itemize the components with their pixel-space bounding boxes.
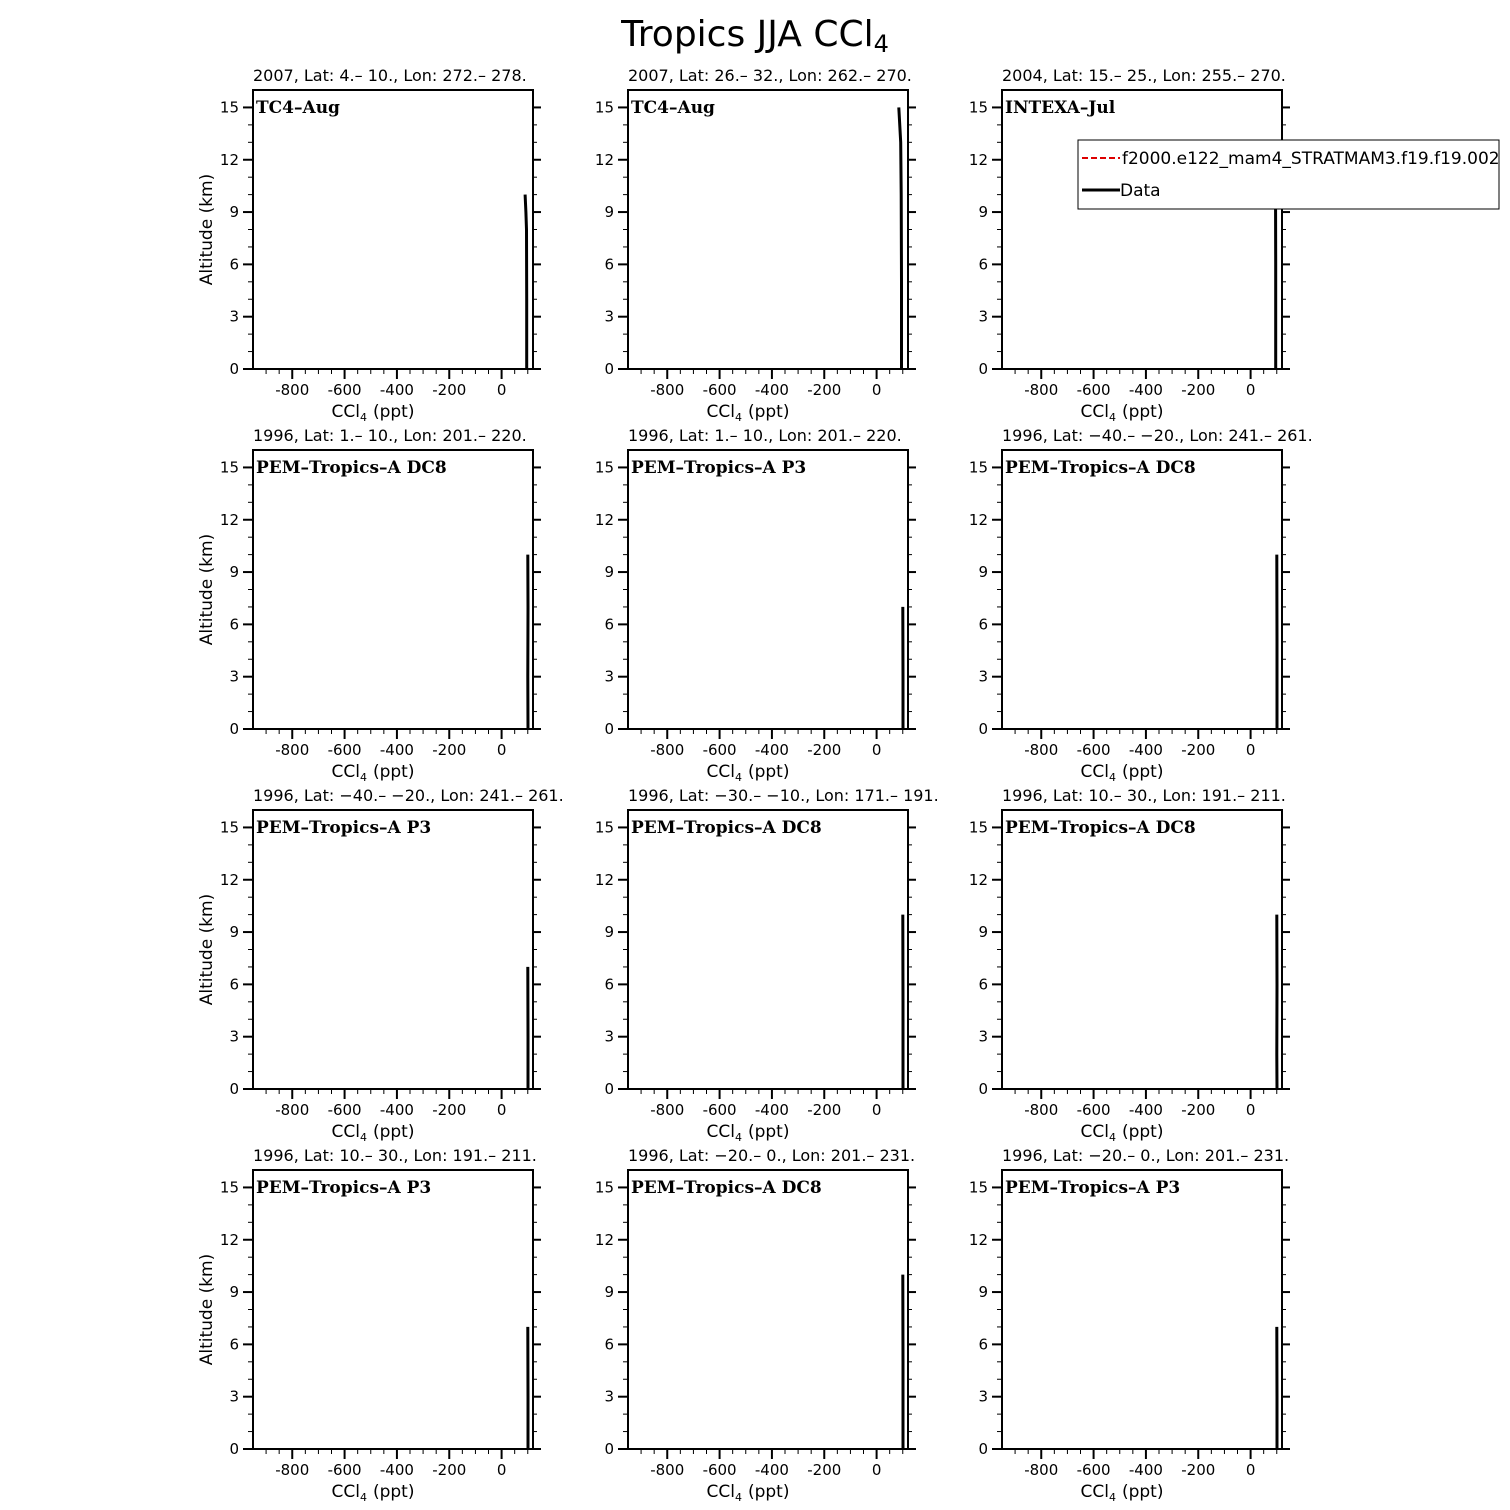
y-tick-label: 12 [594,1230,614,1249]
y-tick-label: 6 [604,1335,614,1354]
x-tick-label: -800 [650,1101,685,1119]
y-tick-label: 6 [978,1335,988,1354]
y-tick-label: 0 [229,360,239,378]
x-tick-label: -800 [1024,1101,1059,1119]
x-axis-label-unit: (ppt) [1121,762,1164,782]
y-tick-label: 15 [219,818,239,837]
x-axis-label-main: CCl [331,402,360,422]
y-tick-label: 6 [978,975,988,994]
x-tick-label: 0 [496,381,507,399]
figure-title-main: Tropics JJA CCl [621,14,874,55]
x-axis-label-subscript: 4 [734,1491,742,1504]
x-axis-label-main: CCl [1080,1122,1109,1142]
x-axis-label-subscript: 4 [359,771,367,784]
x-axis-label-main: CCl [331,762,360,782]
x-tick-label: -200 [1181,1461,1216,1479]
y-tick-label: 3 [978,1387,988,1406]
legend-data-label: Data [1120,181,1161,201]
x-axis-label-unit: (ppt) [1121,1482,1164,1502]
x-axis-label [332,402,415,424]
y-tick-label: 0 [229,1440,239,1458]
panel-header: 2004, Lat: 15.– 25., Lon: 255.– 270. [1002,66,1286,85]
campaign-label: INTEXA–Jul [1005,98,1116,118]
x-tick-label: -600 [1076,381,1111,399]
x-tick-label: 0 [871,381,882,399]
panel-header: 2007, Lat: 26.– 32., Lon: 262.– 270. [628,66,912,85]
x-axis-label-unit: (ppt) [372,1482,415,1502]
panel-header: 1996, Lat: −40.– −20., Lon: 241.– 261. [253,786,564,805]
x-axis-label-main: CCl [1080,402,1109,422]
x-axis-label-main: CCl [706,1122,735,1142]
x-tick-label: -400 [1128,741,1163,759]
y-tick-label: 3 [229,1027,239,1046]
legend [1078,140,1500,209]
x-tick-label: 0 [496,1101,507,1119]
x-tick-label: -200 [807,741,842,759]
x-tick-label: -600 [1076,741,1111,759]
y-tick-label: 15 [594,98,614,117]
x-axis-label-main: CCl [331,1122,360,1142]
x-tick-label: -600 [327,1101,362,1119]
x-tick-label: -400 [1128,1101,1163,1119]
y-tick-label: 12 [968,150,988,169]
x-axis-label-subscript: 4 [734,1131,742,1144]
x-axis-label-unit: (ppt) [747,402,790,422]
campaign-label: TC4–Aug [631,98,715,118]
x-tick-label: 0 [1245,1461,1256,1479]
x-tick-label: -800 [275,1461,310,1479]
x-axis-label-subscript: 4 [1108,411,1116,424]
y-tick-label: 9 [978,923,988,942]
x-tick-label: -600 [327,741,362,759]
x-axis-label-unit: (ppt) [747,1122,790,1142]
y-tick-label: 9 [229,203,239,222]
campaign-label: PEM–Tropics–A DC8 [631,1178,822,1198]
panel-header: 1996, Lat: −40.– −20., Lon: 241.– 261. [1002,426,1313,445]
panel-header: 1996, Lat: −20.– 0., Lon: 201.– 231. [628,1146,916,1165]
figure-title [620,14,889,58]
y-tick-label: 9 [229,923,239,942]
campaign-label: PEM–Tropics–A P3 [1005,1178,1181,1198]
x-tick-label: -200 [432,1101,467,1119]
y-tick-label: 6 [978,255,988,274]
x-tick-label: -800 [650,381,685,399]
x-axis-label-unit: (ppt) [1121,402,1164,422]
panel-header: 1996, Lat: 1.– 10., Lon: 201.– 220. [253,426,527,445]
y-tick-label: 15 [219,458,239,477]
y-tick-label: 12 [219,870,239,889]
y-tick-label: 9 [978,203,988,222]
x-tick-label: -400 [1128,381,1163,399]
x-tick-label: -600 [702,381,737,399]
x-axis-label-subscript: 4 [359,1491,367,1504]
x-axis-label-unit: (ppt) [747,1482,790,1502]
y-tick-label: 12 [968,870,988,889]
y-tick-label: 9 [229,563,239,582]
x-tick-label: -400 [379,381,414,399]
x-axis-label-main: CCl [331,1482,360,1502]
x-tick-label: -600 [702,1461,737,1479]
y-tick-label: 15 [968,458,988,477]
x-tick-label: -400 [754,741,789,759]
y-tick-label: 9 [604,923,614,942]
x-tick-label: -200 [1181,1101,1216,1119]
y-tick-label: 3 [978,307,988,326]
y-tick-label: 12 [219,510,239,529]
y-tick-label: 6 [229,1335,239,1354]
x-tick-label: -800 [1024,741,1059,759]
x-axis-label-subscript: 4 [734,771,742,784]
x-axis-label-main: CCl [706,402,735,422]
x-tick-label: -200 [807,1461,842,1479]
y-tick-label: 12 [219,1230,239,1249]
x-axis-label-unit: (ppt) [1121,1122,1164,1142]
y-axis-label: Altitude (km) [197,1253,217,1366]
panel-header: 1996, Lat: 10.– 30., Lon: 191.– 211. [253,1146,537,1165]
x-tick-label: -800 [650,741,685,759]
x-axis-label [332,762,415,784]
x-tick-label: -200 [432,741,467,759]
x-tick-label: -600 [327,381,362,399]
x-axis-label-main: CCl [1080,762,1109,782]
y-tick-label: 15 [594,818,614,837]
x-axis-label [1081,1122,1164,1144]
y-tick-label: 3 [978,667,988,686]
x-axis-label [1081,762,1164,784]
x-tick-label: 0 [1245,741,1256,759]
x-tick-label: -800 [275,741,310,759]
x-tick-label: -200 [807,381,842,399]
y-tick-label: 3 [604,1387,614,1406]
y-tick-label: 9 [604,203,614,222]
x-tick-label: -400 [754,1461,789,1479]
x-tick-label: -800 [275,1101,310,1119]
x-tick-label: -600 [327,1461,362,1479]
x-axis-label-subscript: 4 [1108,771,1116,784]
y-tick-label: 6 [604,975,614,994]
y-tick-label: 6 [229,255,239,274]
y-tick-label: 12 [594,870,614,889]
y-tick-label: 12 [219,150,239,169]
y-tick-label: 0 [229,720,239,738]
y-axis-label: Altitude (km) [197,173,217,286]
y-tick-label: 15 [594,458,614,477]
y-tick-label: 0 [978,1440,988,1458]
y-tick-label: 3 [229,667,239,686]
y-tick-label: 0 [978,360,988,378]
x-tick-label: -200 [1181,381,1216,399]
y-tick-label: 0 [604,1080,614,1098]
x-tick-label: -400 [379,1101,414,1119]
y-tick-label: 9 [229,1283,239,1302]
x-axis-label-unit: (ppt) [372,1122,415,1142]
x-axis-label-subscript: 4 [1108,1131,1116,1144]
panel-header: 1996, Lat: −30.– −10., Lon: 171.– 191. [628,786,939,805]
x-tick-label: -400 [379,1461,414,1479]
x-axis-label-unit: (ppt) [747,762,790,782]
x-tick-label: -600 [702,741,737,759]
y-tick-label: 12 [594,150,614,169]
y-tick-label: 9 [978,1283,988,1302]
data-profile-line [525,195,527,369]
x-tick-label: 0 [1245,381,1256,399]
x-tick-label: -400 [379,741,414,759]
x-tick-label: -400 [754,1101,789,1119]
y-tick-label: 9 [604,1283,614,1302]
x-tick-label: -600 [1076,1101,1111,1119]
x-tick-label: -400 [1128,1461,1163,1479]
x-tick-label: 0 [871,741,882,759]
x-tick-label: -200 [807,1101,842,1119]
x-axis-label-main: CCl [1080,1482,1109,1502]
x-axis-label [1081,1482,1164,1504]
x-tick-label: -800 [275,381,310,399]
x-axis-label [707,762,790,784]
y-tick-label: 9 [604,563,614,582]
y-tick-label: 0 [604,720,614,738]
panel-header: 1996, Lat: −20.– 0., Lon: 201.– 231. [1002,1146,1290,1165]
x-axis-label-main: CCl [706,762,735,782]
x-tick-label: 0 [496,741,507,759]
y-tick-label: 6 [229,975,239,994]
x-tick-label: 0 [1245,1101,1256,1119]
campaign-label: PEM–Tropics–A DC8 [1005,818,1196,838]
y-tick-label: 3 [604,307,614,326]
y-tick-label: 3 [604,1027,614,1046]
campaign-label: PEM–Tropics–A DC8 [256,458,447,478]
x-tick-label: -800 [1024,381,1059,399]
y-tick-label: 6 [229,615,239,634]
legend-model-label: f2000.e122_mam4_STRATMAM3.f19.f19.002 [1122,149,1500,169]
y-tick-label: 12 [968,1230,988,1249]
x-tick-label: -600 [702,1101,737,1119]
x-axis-label-subscript: 4 [734,411,742,424]
y-tick-label: 12 [968,510,988,529]
y-tick-label: 0 [229,1080,239,1098]
campaign-label: TC4–Aug [256,98,340,118]
y-tick-label: 3 [229,307,239,326]
panel-header: 2007, Lat: 4.– 10., Lon: 272.– 278. [253,66,527,85]
x-axis-label-unit: (ppt) [372,402,415,422]
x-axis-label-main: CCl [706,1482,735,1502]
x-tick-label: -800 [1024,1461,1059,1479]
x-axis-label-unit: (ppt) [372,762,415,782]
x-tick-label: 0 [496,1461,507,1479]
x-tick-label: -200 [1181,741,1216,759]
campaign-label: PEM–Tropics–A DC8 [631,818,822,838]
campaign-label: PEM–Tropics–A P3 [631,458,807,478]
campaign-label: PEM–Tropics–A P3 [256,1178,432,1198]
y-axis-label: Altitude (km) [197,893,217,1006]
y-tick-label: 15 [594,1178,614,1197]
campaign-label: PEM–Tropics–A DC8 [1005,458,1196,478]
figure-title-subscript: 4 [873,30,889,58]
y-tick-label: 0 [604,360,614,378]
y-tick-label: 3 [229,1387,239,1406]
y-tick-label: 15 [968,98,988,117]
x-tick-label: -400 [754,381,789,399]
x-axis-label [1081,402,1164,424]
y-tick-label: 15 [968,818,988,837]
x-axis-label-subscript: 4 [359,411,367,424]
x-tick-label: -800 [650,1461,685,1479]
y-tick-label: 15 [219,1178,239,1197]
x-axis-label [707,402,790,424]
y-tick-label: 6 [604,255,614,274]
y-tick-label: 3 [604,667,614,686]
x-tick-label: -200 [432,1461,467,1479]
y-axis-label: Altitude (km) [197,533,217,646]
x-tick-label: -600 [1076,1461,1111,1479]
x-axis-label-subscript: 4 [1108,1491,1116,1504]
y-tick-label: 0 [604,1440,614,1458]
panel-header: 1996, Lat: 10.– 30., Lon: 191.– 211. [1002,786,1286,805]
y-tick-label: 15 [968,1178,988,1197]
y-tick-label: 9 [978,563,988,582]
x-axis-label [332,1122,415,1144]
x-axis-label-subscript: 4 [359,1131,367,1144]
y-tick-label: 0 [978,1080,988,1098]
y-tick-label: 12 [594,510,614,529]
y-tick-label: 6 [978,615,988,634]
campaign-label: PEM–Tropics–A P3 [256,818,432,838]
panel-header: 1996, Lat: 1.– 10., Lon: 201.– 220. [628,426,902,445]
y-tick-label: 3 [978,1027,988,1046]
x-axis-label [332,1482,415,1504]
x-tick-label: 0 [871,1101,882,1119]
x-axis-label [707,1122,790,1144]
x-tick-label: -200 [432,381,467,399]
x-axis-label [707,1482,790,1504]
x-tick-label: 0 [871,1461,882,1479]
y-tick-label: 0 [978,720,988,738]
y-tick-label: 6 [604,615,614,634]
y-tick-label: 15 [219,98,239,117]
